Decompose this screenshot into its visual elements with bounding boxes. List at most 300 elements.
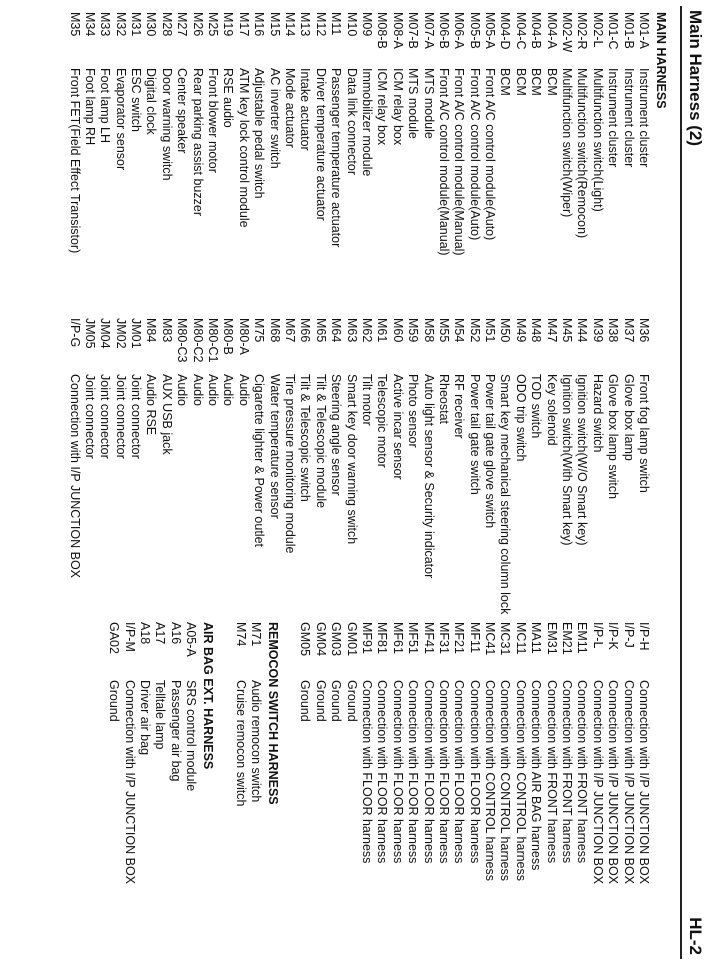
connector-code: M35	[67, 12, 82, 37]
connector-row	[220, 318, 235, 618]
connector-row	[420, 12, 435, 310]
connector-row	[589, 12, 604, 310]
connector-row	[343, 318, 358, 618]
connector-code: M80-C3	[175, 318, 190, 363]
connector-row	[482, 318, 497, 618]
connector-code: M66	[298, 318, 313, 343]
connector-list	[232, 622, 263, 962]
connector-description: Audio	[190, 374, 205, 406]
connector-description: ICM relay box	[390, 68, 405, 146]
connector-description: Connection with FLOOR harness	[359, 680, 374, 864]
connector-code: M19	[221, 12, 236, 37]
connector-row	[605, 622, 620, 962]
connector-code: M58	[421, 318, 436, 343]
connector-code: M05-B	[467, 12, 482, 49]
connector-row	[266, 318, 281, 618]
connector-code: M36	[637, 318, 651, 343]
connector-code: M06-B	[436, 12, 451, 49]
section-heading-air-bag-ext-harness: AIR BAG EXT. HARNESS	[201, 622, 216, 770]
connector-description: Rheostat	[436, 374, 451, 425]
connector-description: Mode actuator	[283, 68, 298, 148]
connector-row	[543, 318, 558, 618]
connector-row	[128, 318, 143, 618]
connector-code: M61	[375, 318, 390, 343]
connector-row	[620, 318, 635, 618]
connector-code: M31	[129, 12, 144, 37]
connector-description: Immobilizer module	[359, 68, 374, 177]
section-spacer	[651, 622, 671, 962]
connector-description: Digital clock	[144, 68, 159, 135]
connector-list	[66, 318, 651, 618]
connector-row	[359, 622, 374, 962]
connector-code: M28	[159, 12, 174, 37]
connector-code: M80-A	[236, 318, 251, 355]
connector-description: Water temperature sensor	[267, 374, 282, 519]
connector-row	[235, 318, 250, 618]
connector-description: Door warning switch	[159, 68, 174, 181]
connector-description: Joint connector	[82, 374, 97, 459]
connector-description: Auto light sensor & Security indicator	[421, 374, 436, 579]
connector-row	[282, 318, 297, 618]
connector-row	[543, 622, 558, 962]
connector-row	[436, 622, 451, 962]
connector-description: Connection with FLOOR harness	[436, 680, 451, 864]
connector-code: MC41	[483, 622, 498, 656]
column-3	[106, 622, 671, 962]
connector-code: A05-A	[184, 622, 199, 657]
connector-code: EM11	[575, 622, 590, 654]
connector-description: Connection with CONTROL harness	[483, 680, 498, 882]
connector-code: M80-C2	[190, 318, 205, 363]
connector-code: MF41	[421, 622, 436, 654]
connector-list	[297, 622, 651, 962]
connector-description: Active incar sensor	[390, 374, 405, 480]
connector-code: M08-B	[375, 12, 390, 49]
connector-row	[589, 318, 604, 618]
connector-code: M67	[283, 318, 298, 343]
connector-description: Connection with I/P JUNCTION BOX	[637, 680, 651, 885]
connector-description: Audio	[206, 374, 221, 406]
connector-code: M10	[344, 12, 359, 37]
connector-code: MF61	[390, 622, 405, 654]
connector-code: M05-A	[483, 12, 498, 49]
connector-description: Glove box lamp switch	[606, 374, 621, 500]
connector-description: Multifunction switch(Wiper)	[560, 68, 575, 218]
connector-row	[528, 622, 543, 962]
connector-description: TOD switch	[529, 374, 544, 439]
connector-description: Connection with FLOOR harness	[467, 680, 482, 864]
connector-code: M63	[344, 318, 359, 343]
connector-row	[466, 622, 481, 962]
connector-description: Connection with I/P JUNCTION BOX	[590, 680, 605, 885]
connector-description: Power tail gate glove switch	[483, 374, 498, 529]
connector-row	[159, 12, 174, 310]
connector-description: Driver air bag	[138, 680, 153, 756]
connector-description: Steering angle sensor	[329, 374, 344, 496]
connector-code: M59	[406, 318, 421, 343]
column-2	[66, 318, 671, 618]
connector-description: Power tail gate switch	[467, 374, 482, 495]
connector-row	[451, 12, 466, 310]
connector-row	[328, 12, 343, 310]
connector-description: Audio	[221, 374, 236, 406]
connector-description: Connection with FRONT harness	[544, 680, 559, 864]
connector-description: BCM	[544, 68, 559, 96]
connector-code: M83	[159, 318, 174, 343]
connector-row	[97, 318, 112, 618]
connector-description: Hazard switch	[590, 374, 605, 453]
connector-description: Instrument cluster	[606, 68, 621, 168]
connector-description: Glove box lamp	[621, 374, 636, 461]
connector-code: MF11	[467, 622, 482, 654]
connector-code: MC31	[498, 622, 513, 656]
connector-row	[251, 318, 266, 618]
connector-description: Telltale lamp	[153, 680, 168, 750]
connector-code: M75	[252, 318, 267, 343]
connector-description: Ground	[344, 680, 359, 722]
connector-code: M37	[621, 318, 636, 343]
connector-row	[359, 318, 374, 618]
connector-code: I/P-K	[606, 622, 621, 650]
connector-row	[235, 12, 250, 310]
connector-code: M51	[483, 318, 498, 343]
connector-description: Foot lamp LH	[98, 68, 113, 144]
connector-row	[420, 622, 435, 962]
connector-row	[528, 12, 543, 310]
section-spacer	[651, 318, 671, 618]
connector-row	[605, 318, 620, 618]
connector-code: M32	[113, 12, 128, 37]
connector-code: M62	[359, 318, 374, 343]
connector-list	[106, 622, 198, 962]
connector-description: Connection with FLOOR harness	[452, 680, 467, 864]
connector-description: Telescopic motor	[375, 374, 390, 468]
connector-description: Front A/C control module(Auto)	[483, 68, 498, 241]
connector-row	[374, 622, 389, 962]
connector-code: M39	[590, 318, 605, 343]
connector-row	[512, 12, 527, 310]
connector-row	[112, 12, 127, 310]
connector-row	[205, 12, 220, 310]
connector-code: M84	[144, 318, 159, 343]
connector-code: M45	[560, 318, 575, 343]
connector-code: M11	[329, 12, 344, 36]
connector-code: M30	[144, 12, 159, 37]
connector-row	[512, 318, 527, 618]
connector-description: Cruise remocon switch	[233, 680, 248, 807]
section-heading-main-harness: MAIN HARNESS	[654, 12, 668, 109]
connector-description: Passenger air bag	[168, 680, 183, 782]
connector-row	[636, 318, 651, 618]
connector-row	[620, 622, 635, 962]
connector-row	[512, 622, 527, 962]
connector-code: MA11	[529, 622, 544, 654]
connector-description: Connection with FLOOR harness	[406, 680, 421, 864]
connector-row	[405, 12, 420, 310]
connector-code: I/P-H	[637, 622, 651, 651]
connector-row	[574, 12, 589, 310]
connector-description: Front FET(Field Effect Transistor)	[67, 68, 82, 254]
connector-code: EM31	[544, 622, 559, 655]
connector-row	[389, 622, 404, 962]
connector-code: M01-C	[606, 12, 621, 50]
connector-row	[605, 12, 620, 310]
connector-description: Ignition switch(With Smart key)	[560, 374, 575, 546]
connector-code: M07-B	[406, 12, 421, 49]
connector-row	[497, 622, 512, 962]
connector-code: M54	[452, 318, 467, 343]
connector-row	[420, 318, 435, 618]
connector-description: Joint connector	[113, 374, 128, 459]
connector-description: Evaporator sensor	[113, 68, 128, 171]
connector-description: Ground	[329, 680, 344, 722]
connector-code: M15	[267, 12, 282, 37]
connector-code: M16	[252, 12, 267, 37]
connector-row	[66, 318, 81, 618]
connector-description: Front fog lamp switch	[637, 374, 651, 493]
connector-code: M68	[267, 318, 282, 343]
connector-row	[251, 12, 266, 310]
connector-description: RSE audio	[221, 68, 236, 128]
connector-code: I/P-J	[621, 622, 636, 648]
connector-description: ICM relay box	[375, 68, 390, 146]
connector-description: Rear parking assist buzzer	[190, 68, 205, 216]
connector-row	[189, 12, 204, 310]
connector-code: MF91	[359, 622, 374, 654]
section-heading-remocon-switch-harness: REMOCON SWITCH HARNESS	[266, 622, 281, 805]
connector-description: MTS module	[406, 68, 421, 139]
connector-row	[174, 12, 189, 310]
connector-code: M13	[298, 12, 313, 37]
connector-code: GM05	[298, 622, 313, 657]
connector-description: Connection with CONTROL harness	[513, 680, 528, 882]
connector-description: Front blower motor	[206, 68, 221, 173]
connector-row	[143, 12, 158, 310]
connector-code: M49	[513, 318, 528, 343]
connector-description: Smart key door warning switch	[344, 374, 359, 545]
connector-description: Connection with FLOOR harness	[375, 680, 390, 864]
connector-description: Instrument cluster	[621, 68, 636, 168]
connector-description: Center speaker	[175, 68, 190, 154]
connector-code: M47	[544, 318, 559, 343]
connector-description: AUX USB jack	[159, 374, 174, 455]
connector-code: M17	[236, 12, 251, 37]
connector-code: M01-A	[637, 12, 651, 49]
connector-description: Joint connector	[129, 374, 144, 459]
connector-code: M80-C1	[206, 318, 221, 363]
page-title: Main Harness (2)	[686, 10, 705, 147]
connector-code: M25	[206, 12, 221, 37]
connector-row	[343, 12, 358, 310]
connector-row	[205, 318, 220, 618]
connector-row	[589, 622, 604, 962]
connector-row	[297, 318, 312, 618]
connector-description: Ignition switch(W/O Smart key)	[575, 374, 590, 546]
connector-code: MF31	[436, 622, 451, 654]
connector-code: MC11	[513, 622, 528, 655]
connector-description: Connection with I/P JUNCTION BOX	[606, 680, 621, 885]
connector-row	[106, 622, 121, 962]
connector-description: Connection with FRONT harness	[560, 680, 575, 864]
connector-row	[436, 318, 451, 618]
connector-row	[636, 12, 651, 310]
connector-row	[343, 622, 358, 962]
connector-description: Ground	[107, 680, 122, 722]
connector-code: I/P-G	[67, 318, 82, 348]
column-1	[66, 12, 671, 310]
connector-row	[389, 12, 404, 310]
connector-code: EM21	[560, 622, 575, 655]
connector-description: BCM	[529, 68, 544, 96]
connector-row	[466, 318, 481, 618]
connector-row	[97, 12, 112, 310]
connector-description: RF receiver	[452, 374, 467, 439]
connector-list	[66, 12, 651, 310]
connector-row	[159, 318, 174, 618]
connector-description: Front A/C control module(Manual)	[436, 68, 451, 256]
connector-description: Tilt & Telescopic module	[313, 374, 328, 509]
connector-description: Connection with AIR BAG harness	[529, 680, 544, 871]
connector-code: JM04	[98, 318, 113, 349]
connector-code: M55	[436, 318, 451, 343]
connector-row	[466, 12, 481, 310]
connector-code: MF81	[375, 622, 390, 654]
connector-code: M07-A	[421, 12, 436, 49]
connector-row	[112, 318, 127, 618]
connector-row	[436, 12, 451, 310]
connector-row	[543, 12, 558, 310]
connector-row	[189, 318, 204, 618]
connector-description: BCM	[513, 68, 528, 96]
connector-row	[374, 12, 389, 310]
connector-code: M27	[175, 12, 190, 37]
connector-code: GM01	[344, 622, 359, 657]
connector-row	[121, 622, 136, 962]
connector-description: ODO trip switch	[513, 374, 528, 462]
connector-description: Instrument cluster	[637, 68, 651, 168]
connector-code: MF51	[406, 622, 421, 654]
connector-code: M33	[98, 12, 113, 37]
connector-description: Foot lamp RH	[82, 68, 97, 146]
connector-row	[297, 622, 312, 962]
connector-description: SRS control module	[184, 680, 199, 792]
connector-row	[559, 318, 574, 618]
connector-description: Photo sensor	[406, 374, 421, 448]
connector-row	[574, 318, 589, 618]
connector-description: Audio	[175, 374, 190, 406]
connector-code: M04-D	[498, 12, 513, 50]
connector-code: MF21	[452, 622, 467, 654]
connector-code: M80-B	[221, 318, 236, 355]
connector-code: M04-C	[513, 12, 528, 50]
connector-description: Ground	[313, 680, 328, 722]
connector-row	[497, 12, 512, 310]
connector-code: JM02	[113, 318, 128, 349]
connector-row	[497, 318, 512, 618]
connector-description: Front A/C control module(Auto)	[467, 68, 482, 241]
connector-description: ATM key lock control module	[236, 68, 251, 228]
connector-row	[66, 12, 81, 310]
connector-description: Smart key mechanical steering column lock	[498, 374, 513, 615]
connector-code: M14	[283, 12, 298, 37]
connector-row	[312, 622, 327, 962]
connector-row	[232, 622, 247, 962]
connector-description: Cigarette lighter & Power outlet	[252, 374, 267, 548]
connector-description: Joint connector	[98, 374, 113, 459]
connector-row	[266, 12, 281, 310]
connector-row	[248, 622, 263, 962]
header-divider	[680, 6, 682, 959]
connector-description: Front A/C control module(Manual)	[452, 68, 467, 256]
connector-code: M38	[606, 318, 621, 343]
connector-code: I/P-M	[122, 622, 137, 652]
connector-description: Data link connector	[344, 68, 359, 176]
connector-code: M06-A	[452, 12, 467, 49]
connector-row	[374, 318, 389, 618]
connector-code: JM01	[129, 318, 144, 349]
connector-description: Ground	[298, 680, 313, 722]
connector-code: M34	[82, 12, 97, 37]
connector-code: M04-B	[529, 12, 544, 49]
connector-row	[574, 622, 589, 962]
connector-description: Connection with I/P JUNCTION BOX	[67, 374, 82, 579]
connector-row	[152, 622, 167, 962]
connector-row	[220, 12, 235, 310]
connector-description: Connection with CONTROL harness	[498, 680, 513, 882]
connector-code: JM05	[82, 318, 97, 349]
connector-row	[312, 12, 327, 310]
connector-row	[620, 12, 635, 310]
connector-row	[312, 318, 327, 618]
connector-code: M60	[390, 318, 405, 343]
connector-description: Connection with FLOOR harness	[390, 680, 405, 864]
connector-code: M01-B	[621, 12, 636, 49]
connector-description: AC inverter switch	[267, 68, 282, 169]
connector-row	[137, 622, 152, 962]
connector-row	[405, 622, 420, 962]
connector-row	[167, 622, 182, 962]
connector-code: M09	[359, 12, 374, 37]
connector-code: M12	[313, 12, 328, 37]
connector-code: A16	[168, 622, 183, 645]
connector-code: M04-A	[544, 12, 559, 49]
connector-code: M48	[529, 318, 544, 343]
connector-description: Audio remocon switch	[249, 680, 264, 803]
connector-code: M65	[313, 318, 328, 343]
connector-row	[328, 318, 343, 618]
connector-row	[174, 318, 189, 618]
connector-row	[282, 12, 297, 310]
connector-code: GM04	[313, 622, 328, 657]
connector-description: Driver temperature actuator	[313, 68, 328, 221]
connector-description: BCM	[498, 68, 513, 96]
connector-description: Intake actuator	[298, 68, 313, 151]
connector-description: Passenger temperature actuator	[329, 68, 344, 248]
connector-row	[328, 622, 343, 962]
connector-row	[128, 12, 143, 310]
connector-description: Tire pressure monitoring module	[283, 374, 298, 554]
connector-row	[528, 318, 543, 618]
connector-row	[482, 12, 497, 310]
connector-code: M64	[329, 318, 344, 343]
connector-description: Multifunction switch(Light)	[590, 68, 605, 212]
connector-code: M02-W	[560, 12, 575, 53]
connector-code: GM03	[329, 622, 344, 657]
connector-description: Tilt & Telescopic switch	[298, 374, 313, 502]
connector-description: Adjustable pedal switch	[252, 68, 267, 199]
connector-code: I/P-L	[590, 622, 605, 649]
connector-description: Audio RSE	[144, 374, 159, 436]
